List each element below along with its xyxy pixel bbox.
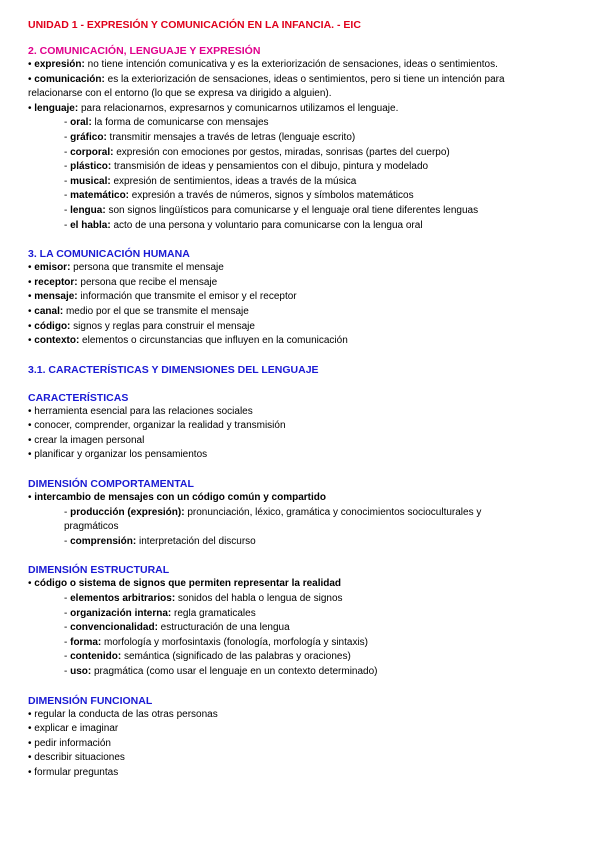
list-item: • conocer, comprender, organizar la realidad y transmisión xyxy=(28,419,558,434)
list-item: • código: signos y reglas para construir el mensaje xyxy=(28,320,558,335)
list-item-continuation: relacionarse con el entorno (lo que se expresa va dirigido a alguien). xyxy=(28,88,332,100)
sub-item: - forma: morfología y morfosintaxis (fonología, morfología y sintaxis) xyxy=(28,636,558,651)
sub-item: - organización interna: regla gramaticales xyxy=(28,607,558,622)
sub-item: - musical: expresión de sentimientos, ideas a través de la música xyxy=(28,175,558,190)
section-comunicacion-humana xyxy=(28,247,558,349)
list-item: • describir situaciones xyxy=(28,751,558,766)
section-heading: 3.1. CARACTERÍSTICAS Y DIMENSIONES DEL LENGUAJE xyxy=(28,363,319,376)
section-heading: DIMENSIÓN COMPORTAMENTAL xyxy=(28,478,194,491)
sub-item: - convencionalidad: estructuración de una lengua xyxy=(28,621,558,636)
sub-item: - producción (expresión): pronunciación, léxico, gramática y conocimientos socioculturales y xyxy=(28,506,558,521)
section-dimension-estructural xyxy=(28,563,558,679)
section-caracteristicas-dimensiones xyxy=(28,363,558,377)
sub-item: - el habla: acto de una persona y voluntario para comunicarse con la lengua oral xyxy=(28,219,558,234)
sub-item: - elementos arbitrarios: sonidos del habla o lengua de signos xyxy=(28,592,558,607)
sub-item: - matemático: expresión a través de números, signos y símbolos matemáticos xyxy=(28,189,558,204)
list-item: • herramienta esencial para las relaciones sociales xyxy=(28,405,558,420)
list-item: • emisor: persona que transmite el mensaje xyxy=(28,261,558,276)
list-item: • receptor: persona que recibe el mensaje xyxy=(28,276,558,291)
sub-item: - gráfico: transmitir mensajes a través de letras (lenguaje escrito) xyxy=(28,131,558,146)
section-heading: 3. LA COMUNICACIÓN HUMANA xyxy=(28,248,190,261)
document-page xyxy=(28,18,558,795)
sub-item: - lengua: son signos lingüísticos para comunicarse y el lenguaje oral tiene diferentes lenguas xyxy=(28,204,558,219)
sub-item: - comprensión: interpretación del discurso xyxy=(28,535,558,550)
section-heading: DIMENSIÓN FUNCIONAL xyxy=(28,694,153,707)
sub-item: - plástico: transmisión de ideas y pensamientos con el dibujo, pintura y modelado xyxy=(28,160,558,175)
list-item: • intercambio de mensajes con un código común y compartido xyxy=(28,491,558,506)
section-heading: DIMENSIÓN ESTRUCTURAL xyxy=(28,564,170,577)
list-item: • canal: medio por el que se transmite el mensaje xyxy=(28,305,558,320)
list-item: • contexto: elementos o circunstancias que influyen en la comunicación xyxy=(28,334,558,349)
document-title: UNIDAD 1 - EXPRESIÓN Y COMUNICACIÓN EN LA INFANCIA. - EIC xyxy=(28,19,361,31)
section-dimension-comportamental xyxy=(28,477,558,549)
sub-item: - uso: pragmática (como usar el lenguaje en un contexto determinado) xyxy=(28,665,558,680)
section-heading: 2. COMUNICACIÓN, LENGUAJE Y EXPRESIÓN xyxy=(28,45,261,57)
list-item: • crear la imagen personal xyxy=(28,434,558,449)
section-comunicacion-lenguaje xyxy=(28,44,558,233)
sub-item: - contenido: semántica (significado de las palabras y oraciones) xyxy=(28,650,558,665)
list-item: • regular la conducta de las otras personas xyxy=(28,708,558,723)
list-item: • formular preguntas xyxy=(28,766,558,781)
section-dimension-funcional xyxy=(28,694,558,781)
section-heading: CARACTERÍSTICAS xyxy=(28,391,129,404)
list-item: • expresión: no tiene intención comunicativa y es la exteriorización de sensaciones, ideas o sentimientos. xyxy=(28,58,558,73)
sub-item-continuation: pragmáticos xyxy=(64,521,119,533)
sub-item: - oral: la forma de comunicarse con mensajes xyxy=(28,116,558,131)
list-item: • planificar y organizar los pensamientos xyxy=(28,448,558,463)
list-item: • explicar e imaginar xyxy=(28,722,558,737)
list-item: • mensaje: información que transmite el emisor y el receptor xyxy=(28,290,558,305)
list-item: • pedir información xyxy=(28,737,558,752)
list-item: • código o sistema de signos que permiten representar la realidad xyxy=(28,577,558,592)
sub-item: - corporal: expresión con emociones por gestos, miradas, sonrisas (partes del cuerpo) xyxy=(28,146,558,161)
list-item: • comunicación: es la exteriorización de sensaciones, ideas o sentimientos, pero si tiene un intención para xyxy=(28,73,558,88)
section-caracteristicas xyxy=(28,391,558,463)
list-item: • lenguaje: para relacionarnos, expresarnos y comunicarnos utilizamos el lenguaje. xyxy=(28,102,558,117)
